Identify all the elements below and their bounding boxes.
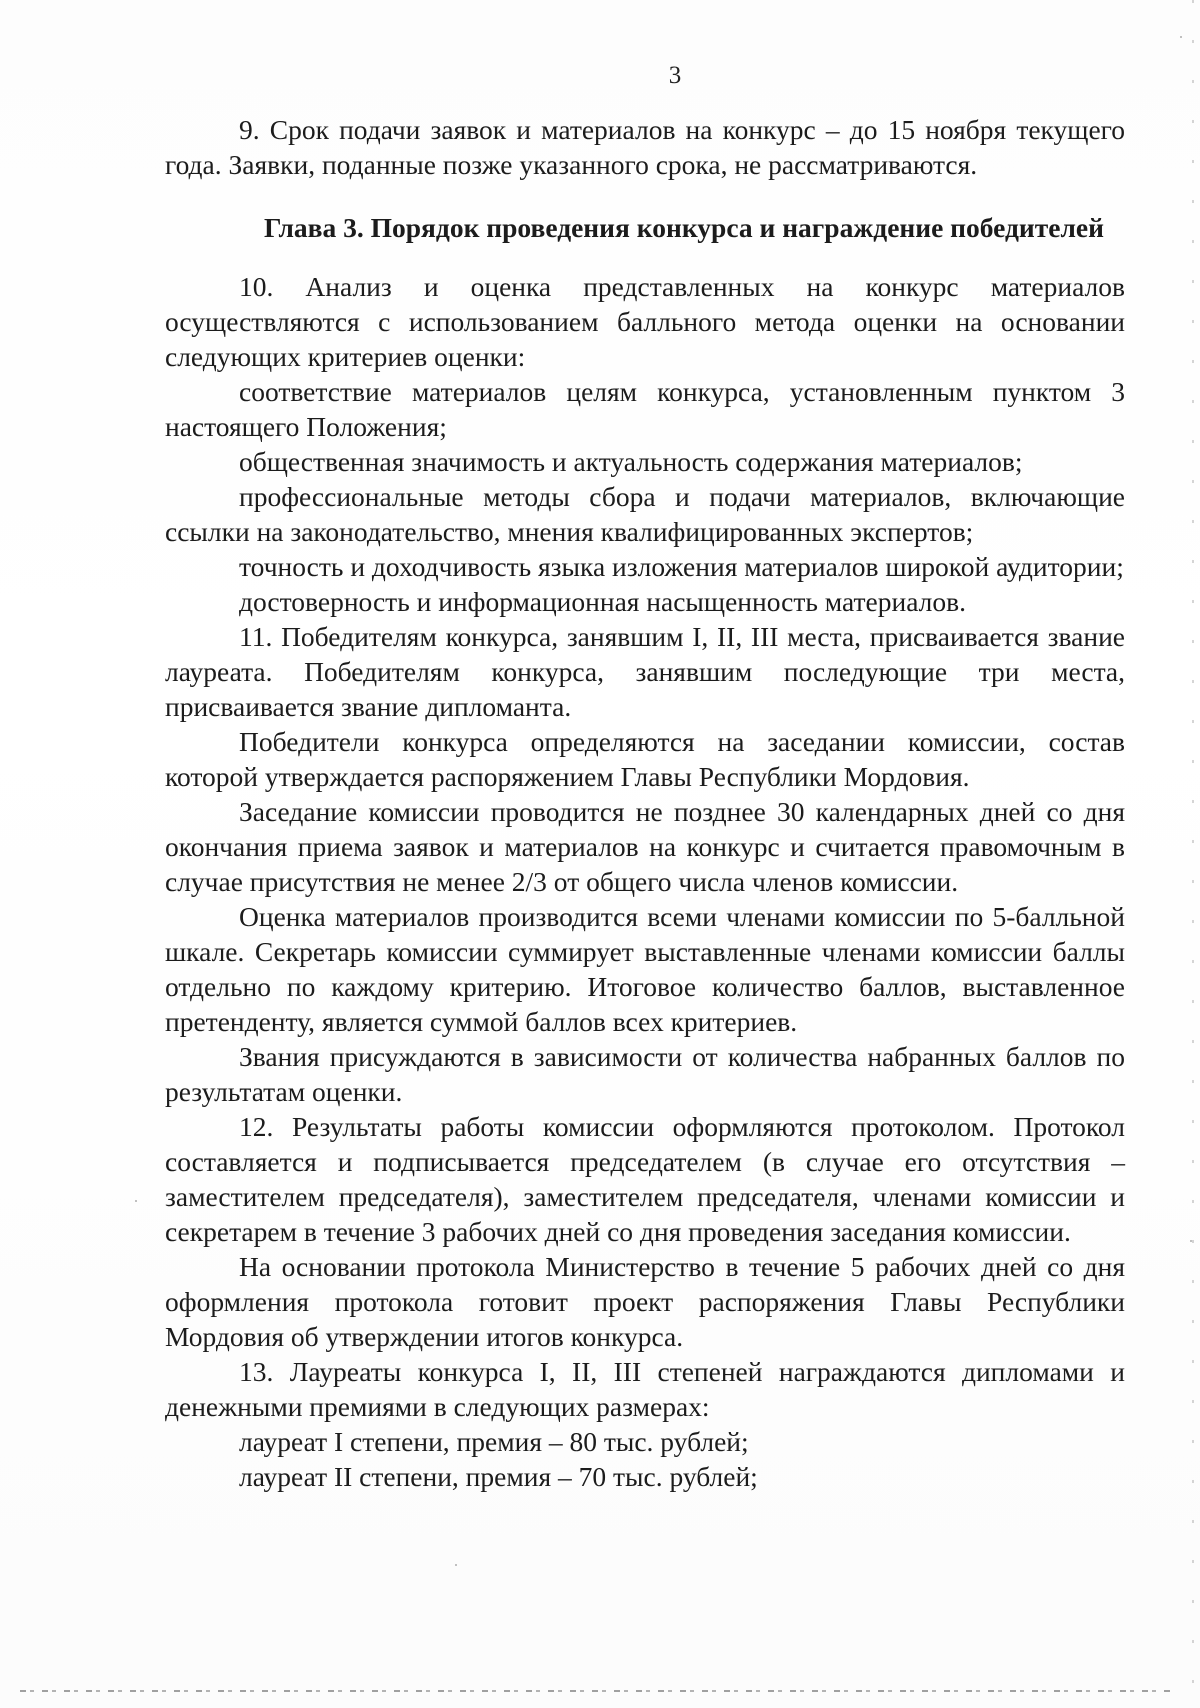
criterion-1: соответствие материалов целям конкурса, установленным пунктом 3 настоящего Положения; (165, 376, 1125, 442)
paragraph-12-ministry: На основании протокола Министерство в течение 5 рабочих дней со дня оформления протокола готовит проект распоряжения Главы Республики Мордовия об утверждении итогов конкурса. (165, 1251, 1125, 1352)
paragraph-11: 11. Победителям конкурса, занявшим I, II, III места, присваивается звание лауреата. Победителям конкурса, занявшим последующие три места, присваивается звание дипломанта. (165, 621, 1125, 722)
paragraph-13: 13. Лауреаты конкурса I, II, III степеней награждаются дипломами и денежными премиями в следующих размерах: (165, 1356, 1125, 1422)
paragraph-11-scoring: Оценка материалов производится всеми членами комиссии по 5-балльной шкале. Секретарь комиссии суммирует выставленные членами комиссии баллы отдельно по каждому критерию. Итоговое количество баллов, выставленное претенденту, является суммой баллов всех критериев. (165, 901, 1125, 1037)
criterion-3: профессиональные методы сбора и подачи материалов, включающие ссылки на законодательство, мнения квалифицированных экспертов; (165, 481, 1125, 547)
prize-second-degree: лауреат II степени, премия – 70 тыс. рублей; (239, 1461, 758, 1492)
scan-speck (135, 1200, 137, 1202)
criterion-4: точность и доходчивость языка изложения материалов широкой аудитории; (239, 551, 1124, 582)
scan-border-bottom (20, 1690, 1170, 1692)
paragraph-11-meeting: Заседание комиссии проводится не позднее 30 календарных дней со дня окончания приема заявок и материалов на конкурс и считается правомочным в случае присутствия не менее 2/3 от общего числа членов комиссии. (165, 796, 1125, 897)
chapter-heading: Глава 3. Порядок проведения конкурса и награждение победителей (264, 212, 1104, 243)
scan-speck (455, 1564, 457, 1566)
paragraph-10: 10. Анализ и оценка представленных на конкурс материалов осуществляются с использованием балльного метода оценки на основании следующих критериев оценки: (165, 271, 1125, 372)
prize-first-degree: лауреат I степени, премия – 80 тыс. рублей; (239, 1426, 749, 1457)
paragraph-11-winners: Победители конкурса определяются на заседании комиссии, состав которой утверждается распоряжением Главы Республики Мордовия. (165, 726, 1125, 792)
paragraph-9: 9. Срок подачи заявок и материалов на конкурс – до 15 ноября текущего года. Заявки, поданные позже указанного срока, не рассматриваются. (165, 114, 1125, 180)
paragraph-12: 12. Результаты работы комиссии оформляются протоколом. Протокол составляется и подписывается председателем (в случае его отсутствия – заместителем председателя), заместителем председателя, членами комиссии и секретарем в течение 3 рабочих дней со дня проведения заседания комиссии. (165, 1111, 1125, 1247)
scan-speck (1180, 36, 1182, 38)
paragraph-11-titles: Звания присуждаются в зависимости от количества набранных баллов по результатам оценки. (165, 1041, 1125, 1107)
criterion-2: общественная значимость и актуальность содержания материалов; (239, 446, 1023, 477)
document-body (165, 112, 1125, 1494)
criterion-5: достоверность и информационная насыщенность материалов. (239, 586, 966, 617)
page-number: 3 (668, 62, 682, 89)
scan-speck (1190, 1240, 1192, 1242)
scan-border-right (1192, 0, 1194, 1708)
